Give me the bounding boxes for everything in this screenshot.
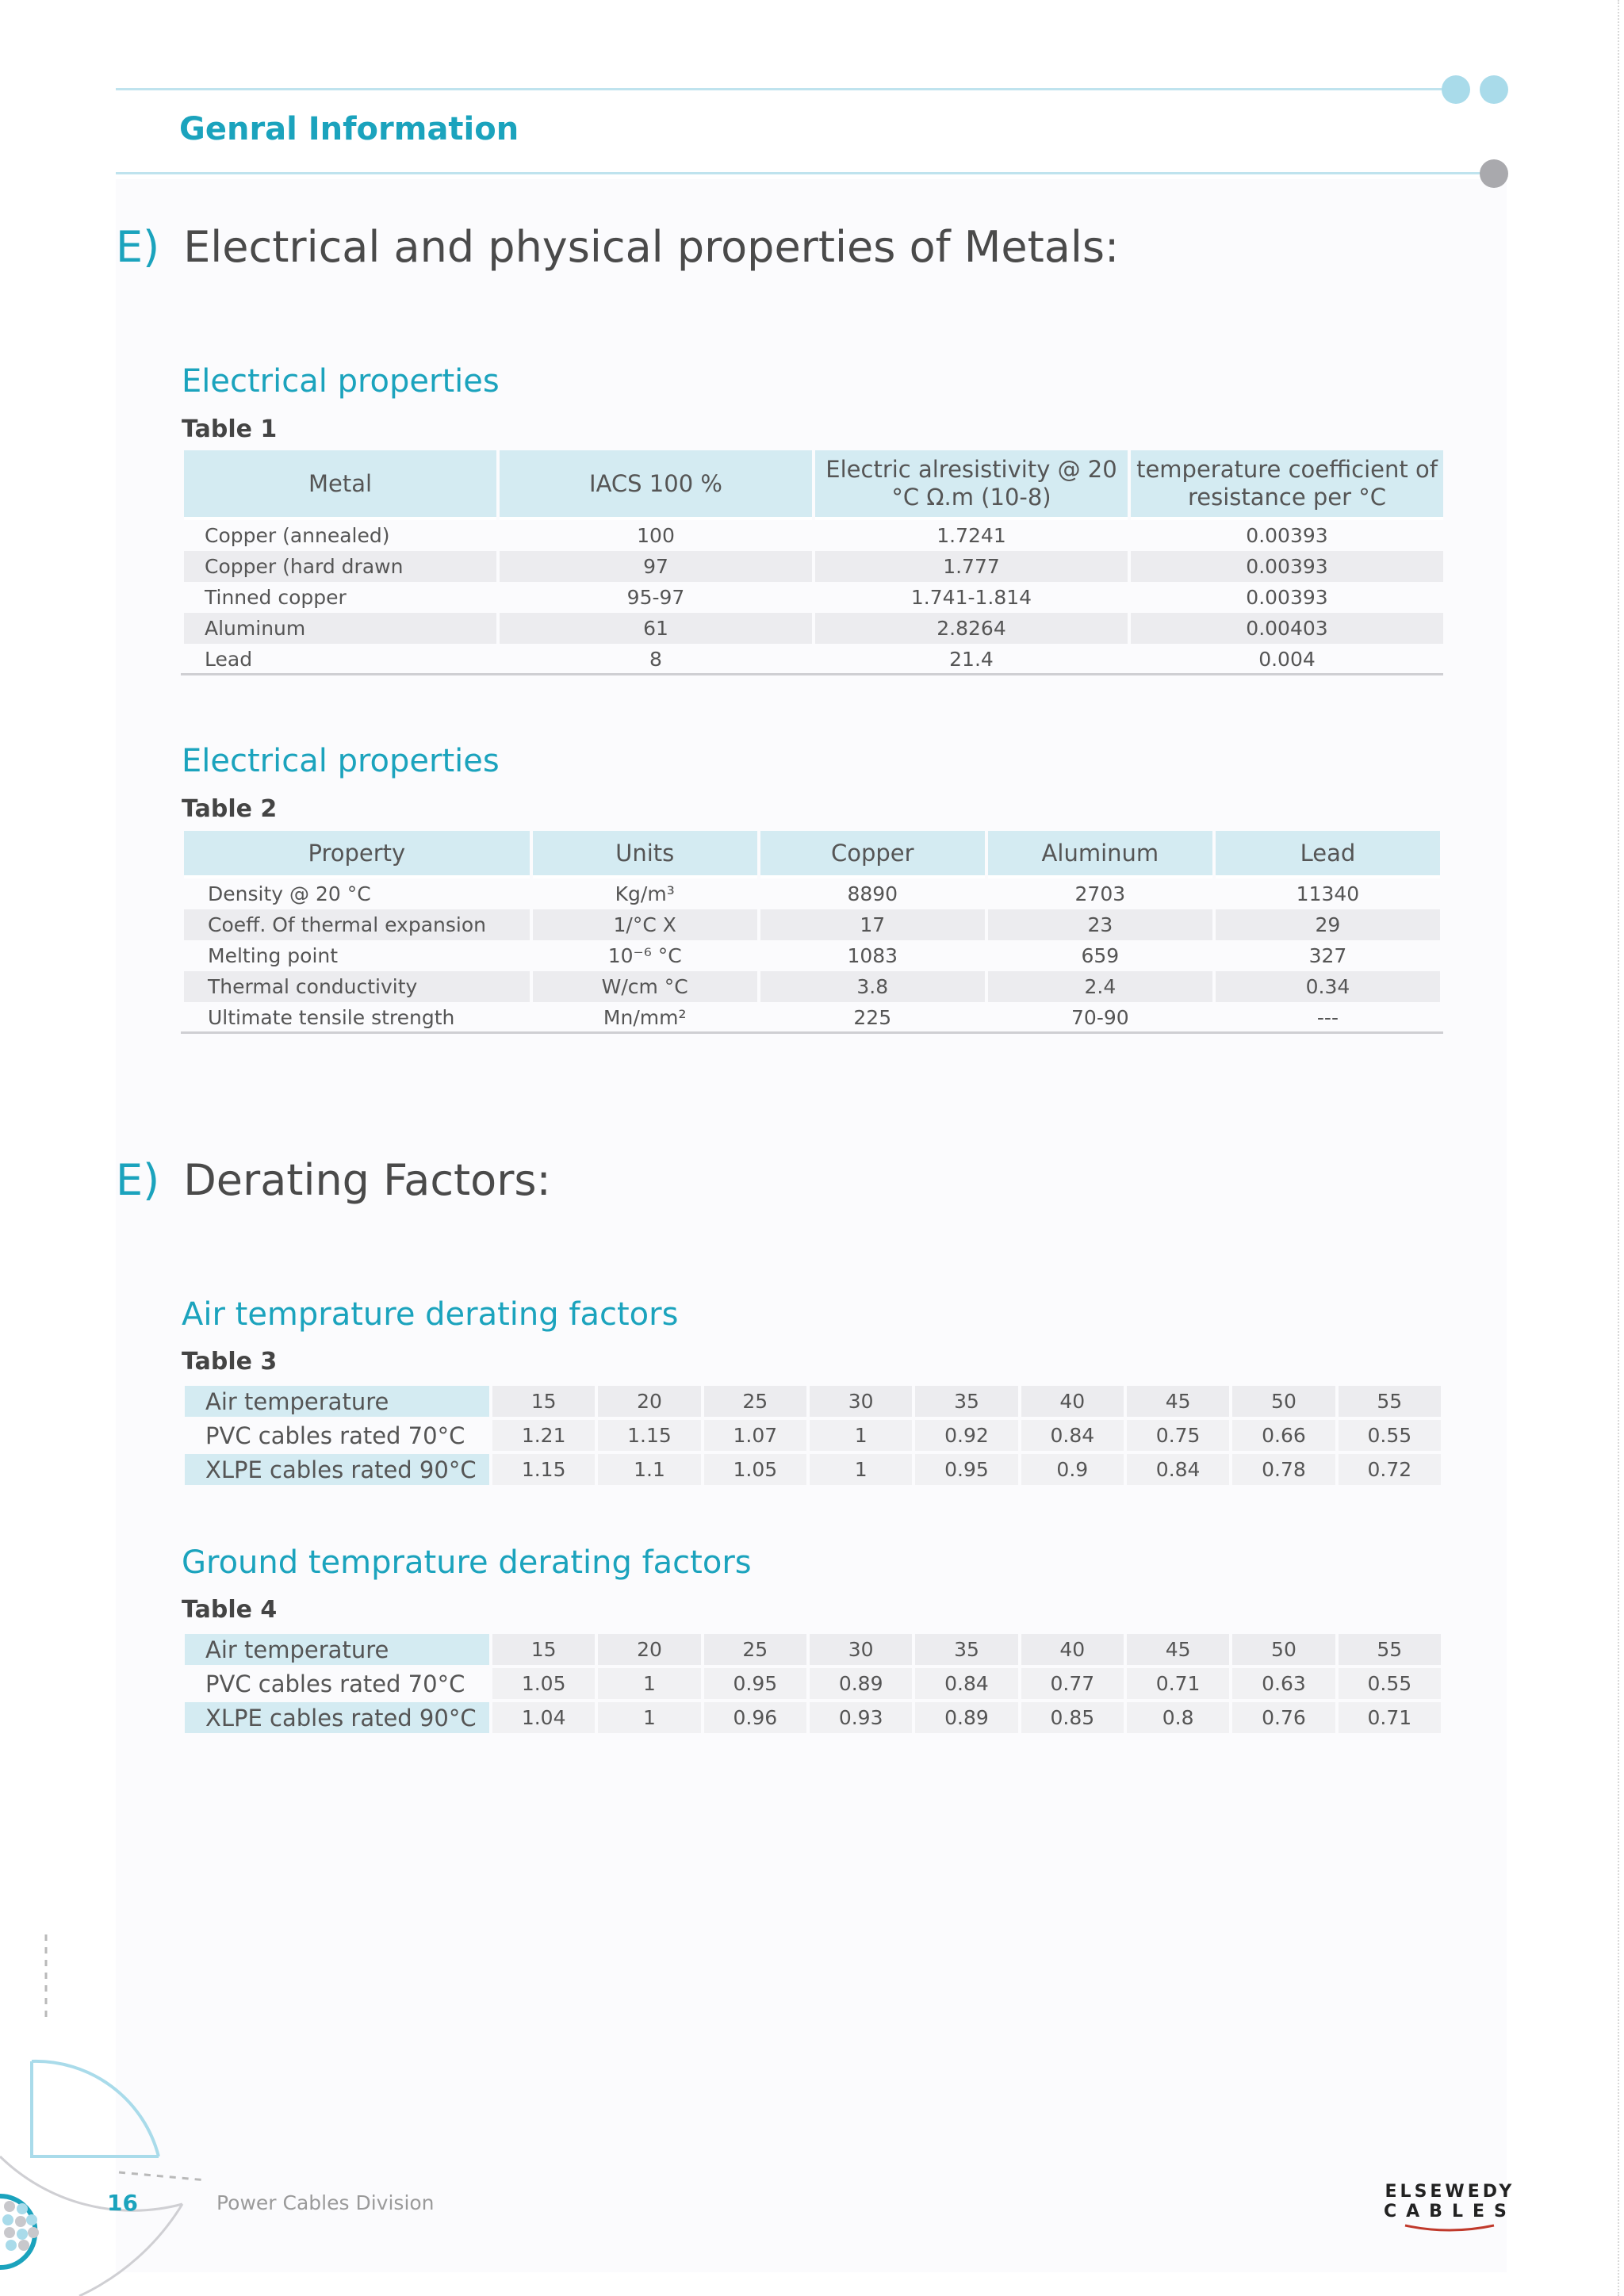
table-cell: 0.92 [915, 1420, 1017, 1451]
table-cell: 35 [915, 1386, 1017, 1417]
table-cell: 8890 [847, 882, 898, 905]
table-cell: Tinned copper [205, 586, 347, 609]
table-cell: Mn/mm² [603, 1006, 687, 1029]
table-cell: 1.777 [815, 551, 1128, 582]
page-edge-divider [1618, 0, 1619, 2296]
table-cell: 0.93 [810, 1702, 912, 1733]
table-row [184, 971, 1440, 1002]
table-cell: 20 [598, 1386, 700, 1417]
table-cell: 1.7241 [936, 524, 1006, 547]
page-header-title: Genral Information [179, 111, 519, 147]
table-cell: 20 [598, 1634, 700, 1665]
table-cell: 70-90 [1071, 1006, 1129, 1029]
table-cell: 29 [1216, 909, 1440, 940]
section-letter: E) [116, 1155, 160, 1205]
table-cell: 0.00393 [1246, 586, 1328, 609]
table-cell: 11340 [1296, 882, 1360, 905]
table-cell: 0.85 [1021, 1702, 1124, 1733]
table-cell: 0.95 [915, 1454, 1017, 1485]
table-cell: 0.55 [1339, 1668, 1441, 1699]
table-cell: 1.04 [492, 1702, 595, 1733]
table4-subtitle: Ground temprature derating factors [182, 1544, 752, 1581]
table3 [182, 1383, 1444, 1488]
table-cell: 8 [649, 648, 662, 671]
table1-subtitle: Electrical properties [182, 363, 500, 400]
table2-bottom-rule [181, 1031, 1443, 1034]
table2-header-cell: Copper [760, 831, 985, 878]
table-row [184, 644, 1443, 675]
table-cell: 225 [853, 1006, 892, 1029]
table-cell: 1 [810, 1454, 912, 1485]
logo-line-1: ELSEWEDY [1385, 2182, 1515, 2202]
table-cell: 2.8264 [815, 613, 1128, 644]
table-row [184, 940, 1440, 971]
header-dot-2 [1480, 75, 1508, 104]
table-cell: 95-97 [626, 586, 685, 609]
table4 [182, 1631, 1444, 1736]
table1-header-row [184, 450, 1443, 520]
table-row [185, 1634, 1441, 1665]
table-cell: 0.75 [1127, 1420, 1229, 1451]
table-cell: 50 [1232, 1386, 1335, 1417]
table1-header-cell: IACS 100 % [500, 450, 812, 520]
table-cell: 1 [598, 1668, 700, 1699]
table-cell: Density @ 20 °C [208, 882, 371, 905]
table-cell: 45 [1127, 1386, 1229, 1417]
table-cell: 17 [760, 909, 985, 940]
table-cell: XLPE cables rated 90°C [185, 1454, 489, 1485]
table3-subtitle: Air temprature derating factors [182, 1296, 679, 1333]
table-cell: 1.741-1.814 [910, 586, 1032, 609]
table-cell: 21.4 [949, 648, 994, 671]
table-cell: Melting point [208, 944, 339, 967]
table-cell: 1 [598, 1702, 700, 1733]
table-cell: 0.84 [915, 1668, 1017, 1699]
table-cell: 0.84 [1021, 1420, 1124, 1451]
table-cell: 0.66 [1232, 1420, 1335, 1451]
table2 [181, 831, 1443, 1033]
table-row [184, 909, 1440, 940]
table-row [184, 1002, 1440, 1033]
header-dot-1 [1442, 75, 1470, 104]
header-rule-top [116, 88, 1448, 90]
table-row [185, 1454, 1441, 1485]
table-cell: 0.77 [1021, 1668, 1124, 1699]
company-logo [1384, 2182, 1516, 2237]
table-cell: 10⁻⁶ °C [607, 944, 682, 967]
section-title-derating [116, 1155, 551, 1205]
table1-label: Table 1 [182, 415, 278, 443]
table-row [184, 878, 1440, 909]
table-row [184, 582, 1443, 613]
header-rule-bottom [116, 172, 1488, 174]
table-cell: 25 [704, 1386, 806, 1417]
table-cell: 25 [704, 1634, 806, 1665]
header-dot-grey [1480, 159, 1508, 188]
table-cell: 0.00393 [1131, 551, 1443, 582]
table-cell: 327 [1308, 944, 1347, 967]
table2-subtitle: Electrical properties [182, 743, 500, 779]
page-number: 16 [107, 2190, 138, 2216]
table-cell: 1 [810, 1420, 912, 1451]
table-cell: 61 [500, 613, 812, 644]
footer-division: Power Cables Division [216, 2191, 435, 2214]
section-title-metals [116, 222, 1119, 272]
section-heading: Derating Factors: [183, 1155, 551, 1205]
table-cell: PVC cables rated 70°C [205, 1422, 465, 1449]
table-row [185, 1420, 1441, 1451]
logo-line-2: CABLES [1384, 2202, 1516, 2221]
table-cell: 55 [1339, 1634, 1441, 1665]
table-cell: 1.05 [704, 1454, 806, 1485]
table1-bottom-rule [181, 673, 1443, 675]
table-cell: Copper (annealed) [205, 524, 390, 547]
table-cell: 97 [500, 551, 812, 582]
table-cell: 0.71 [1339, 1702, 1441, 1733]
table2-label: Table 2 [182, 795, 278, 823]
table-cell: 3.8 [760, 971, 985, 1002]
table-row [185, 1386, 1441, 1417]
table-row [184, 551, 1443, 582]
table-cell: 100 [637, 524, 675, 547]
table-cell: 1.05 [492, 1668, 595, 1699]
table2-header-cell: Aluminum [988, 831, 1212, 878]
table-cell: 40 [1021, 1386, 1124, 1417]
table-cell: 0.004 [1258, 648, 1316, 671]
table-cell: Aluminum [184, 613, 496, 644]
table-cell: 1.15 [598, 1420, 700, 1451]
table-cell: 0.00393 [1246, 524, 1328, 547]
table-cell: 659 [1081, 944, 1120, 967]
table-row [185, 1702, 1441, 1733]
table-cell: 0.63 [1232, 1668, 1335, 1699]
table-cell: 2703 [1074, 882, 1126, 905]
table-cell: 1.15 [492, 1454, 595, 1485]
table-cell: 35 [915, 1634, 1017, 1665]
table-cell: 0.95 [704, 1668, 806, 1699]
table1 [181, 450, 1446, 675]
table-cell: 15 [492, 1386, 595, 1417]
table-cell: 45 [1127, 1634, 1229, 1665]
cable-decoration-graphic [0, 1919, 238, 2296]
table-cell: Air temperature [185, 1386, 489, 1417]
table-cell: 1083 [847, 944, 898, 967]
table-cell: 0.55 [1339, 1420, 1441, 1451]
logo-swoosh-icon [1402, 2222, 1497, 2233]
table-cell: 0.34 [1216, 971, 1440, 1002]
section-letter: E) [116, 222, 160, 272]
table-cell: Copper (hard drawn [184, 551, 496, 582]
table-cell: 1.1 [598, 1454, 700, 1485]
table-cell: 0.76 [1232, 1702, 1335, 1733]
table-cell: W/cm °C [533, 971, 757, 1002]
table-cell: 23 [988, 909, 1212, 940]
table-cell: XLPE cables rated 90°C [185, 1702, 489, 1733]
table2-header-cell: Units [533, 831, 757, 878]
table1-header-cell: Metal [184, 450, 496, 520]
table-cell: Thermal conductivity [184, 971, 530, 1002]
table-cell: 0.8 [1127, 1702, 1229, 1733]
table-cell: 0.89 [915, 1702, 1017, 1733]
table-row [184, 520, 1443, 551]
table-cell: 1/°C X [533, 909, 757, 940]
table2-header-cell: Lead [1216, 831, 1440, 878]
table-cell: --- [1316, 1006, 1339, 1029]
table-cell: Coeff. Of thermal expansion [184, 909, 530, 940]
section-heading: Electrical and physical properties of Metals: [183, 222, 1120, 272]
table-cell: 55 [1339, 1386, 1441, 1417]
table-cell: 0.71 [1127, 1668, 1229, 1699]
table-cell: Lead [205, 648, 253, 671]
table-cell: 1.07 [704, 1420, 806, 1451]
table-cell: 1.21 [492, 1420, 595, 1451]
table-cell: Kg/m³ [615, 882, 675, 905]
table2-header-row [184, 831, 1440, 878]
table-cell: PVC cables rated 70°C [205, 1670, 465, 1697]
table-cell: 2.4 [988, 971, 1212, 1002]
table-cell: 0.89 [810, 1668, 912, 1699]
table-cell: 0.96 [704, 1702, 806, 1733]
table-cell: 40 [1021, 1634, 1124, 1665]
table4-label: Table 4 [182, 1596, 278, 1624]
table1-header-cell: Electric alresistivity @ 20 °C Ω.m (10-8) [815, 450, 1128, 520]
table2-header-cell: Property [184, 831, 530, 878]
table-cell: 30 [810, 1634, 912, 1665]
table-cell: 0.84 [1127, 1454, 1229, 1485]
table-cell: 30 [810, 1386, 912, 1417]
table-cell: 0.00403 [1131, 613, 1443, 644]
table1-header-cell: temperature coefficient of resistance per °C [1131, 450, 1443, 520]
table-cell: Air temperature [185, 1634, 489, 1665]
table-cell: 15 [492, 1634, 595, 1665]
table-cell: Ultimate tensile strength [208, 1006, 455, 1029]
table-cell: 50 [1232, 1634, 1335, 1665]
table-row [184, 613, 1443, 644]
table-cell: 0.72 [1339, 1454, 1441, 1485]
table3-label: Table 3 [182, 1348, 278, 1376]
table-row [185, 1668, 1441, 1699]
table-cell: 0.78 [1232, 1454, 1335, 1485]
table-cell: 0.9 [1021, 1454, 1124, 1485]
